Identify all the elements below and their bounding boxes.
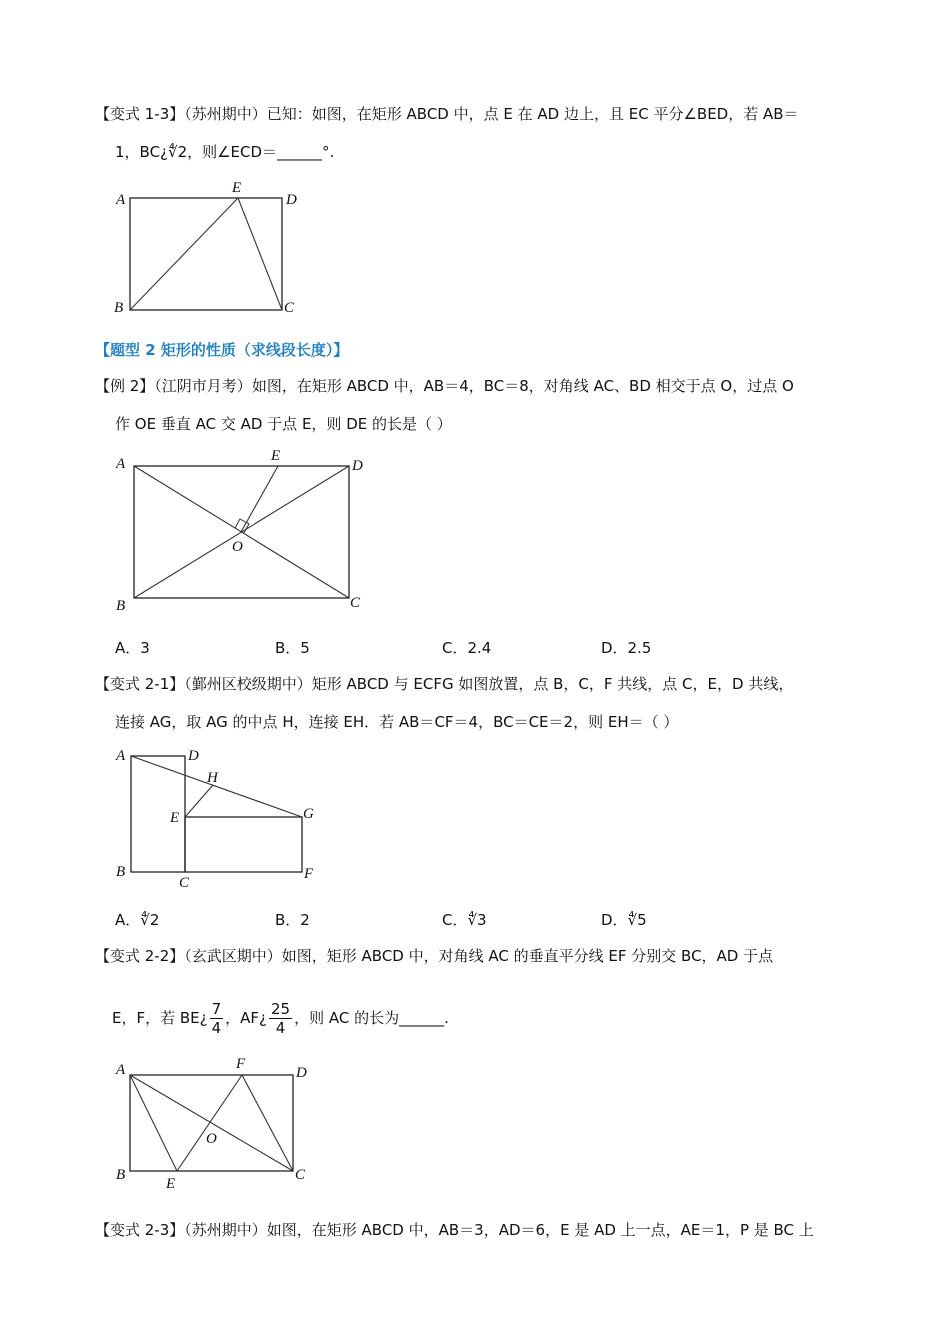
v13-label-D: D [286,192,297,208]
ex2-choice-d[interactable]: D．2.5 [601,639,652,657]
ex2-choice-a[interactable]: A．3 [115,639,150,657]
v22-fraction-be [210,1000,224,1037]
v22-fraction-af-den: 4 [275,1019,286,1037]
v22-label-E: E [166,1176,176,1192]
v21-label-C: C [179,875,190,890]
ex2-label-E: E [271,448,281,464]
v23-question-line1: 【变式 2-3】（苏州期中）如图，在矩形 ABCD 中，AB＝3，AD＝6，E 是 AD 上一点，AE＝1，P 是 BC 上 [95,1221,814,1239]
v22-label-B: B [116,1167,126,1183]
v22-line2-part-a: E，F，若 BE¿ [112,1009,208,1027]
ex2-label-C: C [350,595,361,611]
v22-question-line2 [112,996,449,1040]
ex2-choice-b[interactable]: B．5 [275,639,310,657]
v21-choice-a[interactable]: A．∜2 [115,911,160,929]
v21-label-E: E [170,810,180,826]
ex2-question-line2: 作 OE 垂直 AC 交 AD 于点 E，则 DE 的长是（ ） [115,415,452,433]
v21-label-B: B [116,864,126,880]
ex2-choices [115,636,815,660]
v21-choice-d[interactable]: D．∜5 [601,911,647,929]
ex2-label-O: O [232,539,243,555]
v21-choice-b[interactable]: B．2 [275,911,310,929]
v13-question-line2: 1，BC¿∜2，则∠ECD＝______°. [115,143,335,161]
section-heading-type2: 【题型 2 矩形的性质（求线段长度）】 [95,341,349,359]
v22-fraction-af [269,1000,292,1037]
v21-choice-c[interactable]: C．∜3 [442,911,487,929]
ex2-choice-c[interactable]: C．2.4 [442,639,492,657]
v13-figure [110,180,310,320]
v13-label-A: A [116,192,126,208]
v22-fraction-af-num: 25 [271,1000,291,1018]
v22-line2-part-c: ，则 AC 的长为______. [294,1009,449,1027]
v21-label-F: F [304,866,314,882]
v22-question-line1: 【变式 2-2】（玄武区期中）如图，矩形 ABCD 中，对角线 AC 的垂直平分线 EF 分别交 BC，AD 于点 [95,947,774,965]
v21-figure [110,740,330,890]
v21-question-line1: 【变式 2-1】（鄞州区校级期中）矩形 ABCD 与 ECFG 如图放置，点 B，C，F 共线，点 C，E，D 共线， [95,675,794,693]
ex2-label-B: B [116,598,126,614]
v22-label-D: D [296,1065,307,1081]
v13-label-E: E [232,180,242,196]
ex2-question-line1: 【例 2】（江阴市月考）如图，在矩形 ABCD 中，AB＝4，BC＝8，对角线 AC、BD 相交于点 O，过点 O [95,377,794,395]
v21-question-line2: 连接 AG，取 AG 的中点 H，连接 EH．若 AB＝CF＝4，BC＝CE＝2，则 EH＝（ ） [115,713,679,731]
v13-question-line1: 【变式 1-3】（苏州期中）已知：如图，在矩形 ABCD 中，点 E 在 AD 边上，且 EC 平分∠BED，若 AB＝ [95,105,799,123]
v21-label-G: G [303,806,314,822]
v22-label-A: A [116,1062,126,1078]
v22-label-C: C [295,1167,306,1183]
v13-label-C: C [284,300,295,316]
v21-label-D: D [188,748,199,764]
v22-line2-part-b: ，AF¿ [225,1009,268,1027]
v22-label-O: O [206,1131,217,1147]
v22-figure [110,1052,330,1192]
ex2-label-A: A [116,456,126,472]
ex2-figure [110,448,380,618]
v21-label-H: H [207,770,218,786]
v22-fraction-be-den: 4 [211,1019,222,1037]
v21-choices [115,908,815,932]
ex2-label-D: D [352,458,363,474]
v21-label-A: A [116,748,126,764]
v22-fraction-be-num: 7 [211,1000,222,1018]
v13-label-B: B [114,300,124,316]
v22-label-F: F [236,1056,246,1072]
